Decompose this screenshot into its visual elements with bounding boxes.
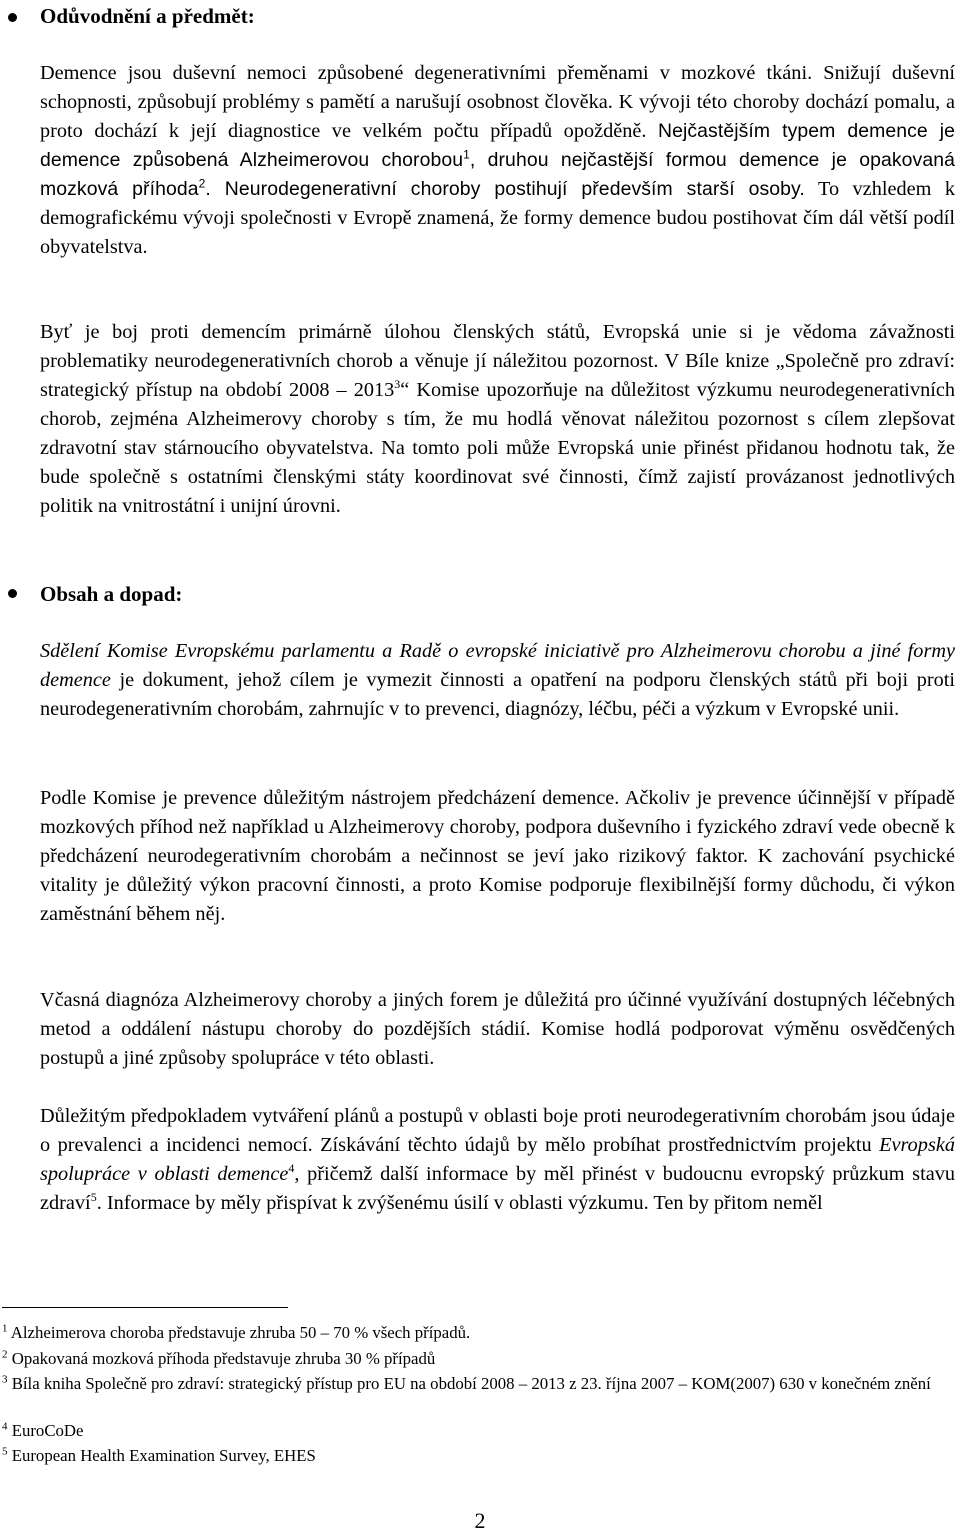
- paragraph-text: , přičemž další informace by měl přinést v budoucnu evropský průzkum stavu zdraví: [40, 1163, 955, 1214]
- paragraph-text: Demence jsou duševní nemoci způsobené degenerativními přeměnami v mozkové tkáni. Snižují duševní schopnosti, způsobují problémy s pamětí a narušují osobnost člověka. K vývoji této choroby dochází pomalu, a proto dochází k její diagnostice ve velkém počtu případů opožděně.: [40, 62, 955, 142]
- footnote-ref-1: 1: [463, 147, 470, 162]
- footnote-ref-5: 5: [90, 1190, 97, 1205]
- footnote-4: [2, 1419, 957, 1442]
- text-run: Nejčastějším typem demence je demence způsobená Alzheimerovou chorobou: [40, 120, 956, 171]
- footnote-text: Bíla kniha Společně pro zdraví: strategický přístup pro EU na období 2008 – 2013 z 23. října 2007 – KOM(2007) 630 v konečném znění: [7, 1374, 931, 1393]
- paragraph-text: je dokument, jehož cílem je vymezit činnosti a opatření na podporu členských států při boji proti neurodegenerativním chorobám, zahrnujíc v to prevenci, diagnózy, léčbu, péči a výzkum v Evropské unii.: [40, 669, 955, 720]
- paragraph-text: . Informace by měly přispívat k zvýšenému úsilí v oblasti výzkumu. Ten by přitom neměl: [96, 1192, 823, 1214]
- section-heading-odvodneni: Odůvodnění a předmět:: [40, 4, 255, 28]
- section-heading-obsah: Obsah a dopad:: [40, 582, 183, 606]
- paragraph-text: Byť je boj proti demencím primárně úlohou členských států, Evropská unie si je vědoma závažnosti problematiky neurodegenerativních chorob a věnuje jí náležitou pozornost. V Bíle knize „Společně pro zdraví: strategický přístup na období 2008 – 2013: [40, 321, 955, 401]
- footnote-3: [2, 1372, 957, 1395]
- footnote-2: [2, 1347, 957, 1370]
- document-title-italic: Sdělení Komise Evropskému parlamentu a Radě o evropské iniciativě pro Alzheimerovu chorobu a jiné formy demence: [40, 640, 955, 691]
- footnote-1: [2, 1321, 957, 1344]
- footnote-text: EuroCoDe: [7, 1421, 84, 1440]
- paragraph-text: Na tomto poli může Evropská unie přinést přidanou hodnotu tak, že bude společně s ostatními členskými státy koordinovat své činnosti, čímž zajistí provázanost jednotlivých politik na vnitrostátní i unijní úrovni.: [40, 437, 955, 517]
- paragraph-prevention: Podle Komise je prevence důležitým nástrojem předcházení demence. Ačkoliv je prevence účinnější v případě mozkových příhod než například u Alzheimerovy choroby, podpora duševního i fyzického zdraví vede obecně k předcházení neurodegerativním chorobám a nečinnost se jeví jako rizikový faktor. K zachování psychické vitality je důležitý výkon pracovní činnosti, a proto Komise podporuje flexibilnější formy důchodu, či výkon zaměstnání během něj.: [40, 787, 955, 925]
- paragraph-text: “ Komise upozorňuje na důležitost výzkumu neurodegenerativních chorob, zejména Alzheimerovy choroby s tím, že mu hodlá věnovat náležitou pozornost s cílem zlepšovat zdravotní stav stárnoucího obyvatelstva.: [40, 379, 955, 459]
- paragraph-eu-role: [40, 318, 955, 521]
- footnote-ref-2: 2: [198, 176, 206, 191]
- footnote-number: 5: [2, 1445, 8, 1458]
- text-run: . Neurodegenerativní choroby postihují především starší osoby.: [205, 178, 805, 200]
- paragraph-dementia-intro: [40, 59, 955, 262]
- footnote-ref-4: 4: [288, 1161, 295, 1176]
- footnote-text: European Health Examination Survey, EHES: [7, 1446, 316, 1465]
- paragraph-text: Důležitým předpokladem vytváření plánů a postupů v oblasti boje proti neurodegerativním chorobám jsou údaje o prevalenci a incidenci nemocí. Získávání těchto údajů by mělo probíhat prostřednictvím projektu: [40, 1105, 955, 1156]
- paragraph-text: To vzhledem k demografickému vývoji společnosti v Evropě znamená, že formy demence budou postihovat čím dál větší podíl obyvatelstva.: [40, 178, 955, 258]
- footnote-ref-3: 3: [394, 377, 401, 392]
- footnote-text: Alzheimerova choroba představuje zhruba 50 – 70 % všech případů.: [7, 1323, 471, 1342]
- paragraph-communication: [40, 637, 955, 724]
- page-number: 2: [474, 1508, 486, 1533]
- footnote-number: 4: [2, 1420, 8, 1433]
- bullet-icon: [8, 13, 17, 22]
- paragraph-diagnosis: Včasná diagnóza Alzheimerovy choroby a jiných forem je důležitá pro účinné využívání dostupných léčebných metod a oddálení nástupu choroby do pozdějších stádií. Komise hodlá podporovat výměnu osvědčených postupů a jiné způsoby spolupráce v této oblasti.: [40, 989, 955, 1069]
- bullet-icon: [8, 589, 17, 598]
- project-name-italic: Evropská spolupráce v oblasti demence: [40, 1134, 955, 1185]
- footnote-number: 2: [2, 1348, 8, 1361]
- text-run: , druhou nejčastější formou demence je opakovaná mozková příhoda: [40, 149, 955, 200]
- footnote-text: Opakovaná mozková příhoda představuje zhruba 30 % případů: [7, 1349, 436, 1368]
- paragraph-data: [40, 1102, 955, 1218]
- footnote-number: 3: [2, 1373, 8, 1386]
- footnote-number: 1: [2, 1322, 8, 1335]
- footnote-5: [2, 1444, 957, 1467]
- footnote-divider: [2, 1307, 288, 1308]
